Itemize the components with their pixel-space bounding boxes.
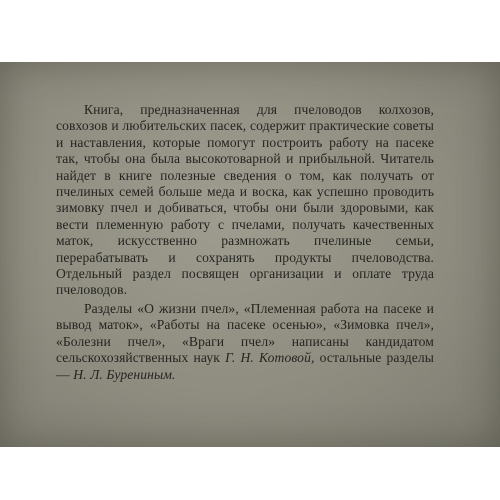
annotation-paragraph-2 bbox=[56, 301, 434, 383]
paragraph-2-text-mid: остальные разделы — bbox=[56, 350, 434, 382]
book-page bbox=[0, 62, 500, 447]
annotation-text bbox=[56, 102, 434, 383]
paragraph-2-text-start: Разделы «О жизни пчел», «Племенная работа на пасеке и вывод маток», «Работы на пасеке осенью», «Зимовка пчел», «Болезни пчел», «Враги пчел» написаны кандидатом сельскохозяйственных наук bbox=[56, 300, 434, 366]
author-name-1: Г. Н. Котовой, bbox=[225, 350, 315, 366]
author-name-2: Н. Л. Бурениным. bbox=[73, 366, 176, 382]
annotation-paragraph-1: Книга, предназначенная для пчеловодов колхозов, совхозов и любительских пасек, содержит практические советы и наставления, которые помогут построить работу на пасеке так, чтобы она была высокотоварной и прибыльной. Читатель найдет в книге полезные сведения о том, как получать от пчелиных семей больше меда и воска, как успешно проводить зимовку пчел и добиваться, чтобы они были здоровыми, как вести племенную работу с пчелами, получать качественных маток, искусственно размножать пчелиные семьи, перерабатывать и сохранять продукты пчеловодства. Отдельный раздел посвящен организации и оплате труда пчеловодов. bbox=[56, 102, 434, 298]
